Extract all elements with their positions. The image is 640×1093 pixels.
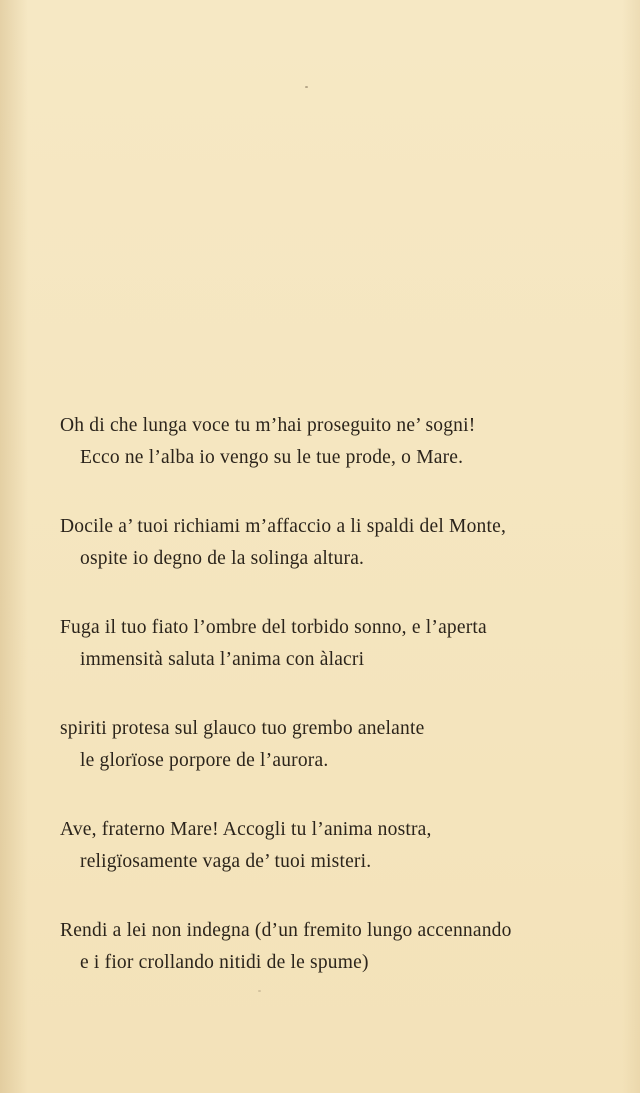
stanza: [60, 511, 620, 575]
verse-line-indented: Ecco ne l’alba io vengo su le tue prode, o Mare.: [80, 447, 464, 468]
verse-line-indented: le glorïose porpore de l’aurora.: [80, 750, 329, 771]
stanza: [60, 410, 620, 474]
page-edge-shadow-right: [622, 0, 640, 1093]
verse-line-indented: immensità saluta l’anima con àlacri: [80, 649, 365, 670]
verse-line-indented: ospite io degno de la solinga altura.: [80, 548, 365, 569]
stanza: [60, 612, 620, 676]
verse-line: Fuga il tuo fiato l’ombre del torbido sonno, e l’aperta: [60, 617, 487, 638]
verse-line: Rendi a lei non indegna (d’un fremito lungo accennando: [60, 920, 512, 941]
stanza: [60, 915, 620, 979]
paper-speck: [305, 86, 308, 88]
verse-line: Docile a’ tuoi richiami m’affaccio a li spaldi del Monte,: [60, 516, 507, 537]
verse-line: spiriti protesa sul glauco tuo grembo anelante: [60, 718, 425, 739]
verse-line: Oh di che lunga voce tu m’hai proseguito ne’ sogni!: [60, 415, 476, 436]
stanza: [60, 814, 620, 878]
verse-line-indented: e i fior crollando nitidi de le spume): [80, 952, 369, 973]
poem-text: [60, 410, 620, 1016]
stanza: [60, 713, 620, 777]
page-edge-shadow-left: [0, 0, 28, 1093]
verse-line-indented: religïosamente vaga de’ tuoi misteri.: [80, 851, 372, 872]
verse-line: Ave, fraterno Mare! Accogli tu l’anima nostra,: [60, 819, 432, 840]
